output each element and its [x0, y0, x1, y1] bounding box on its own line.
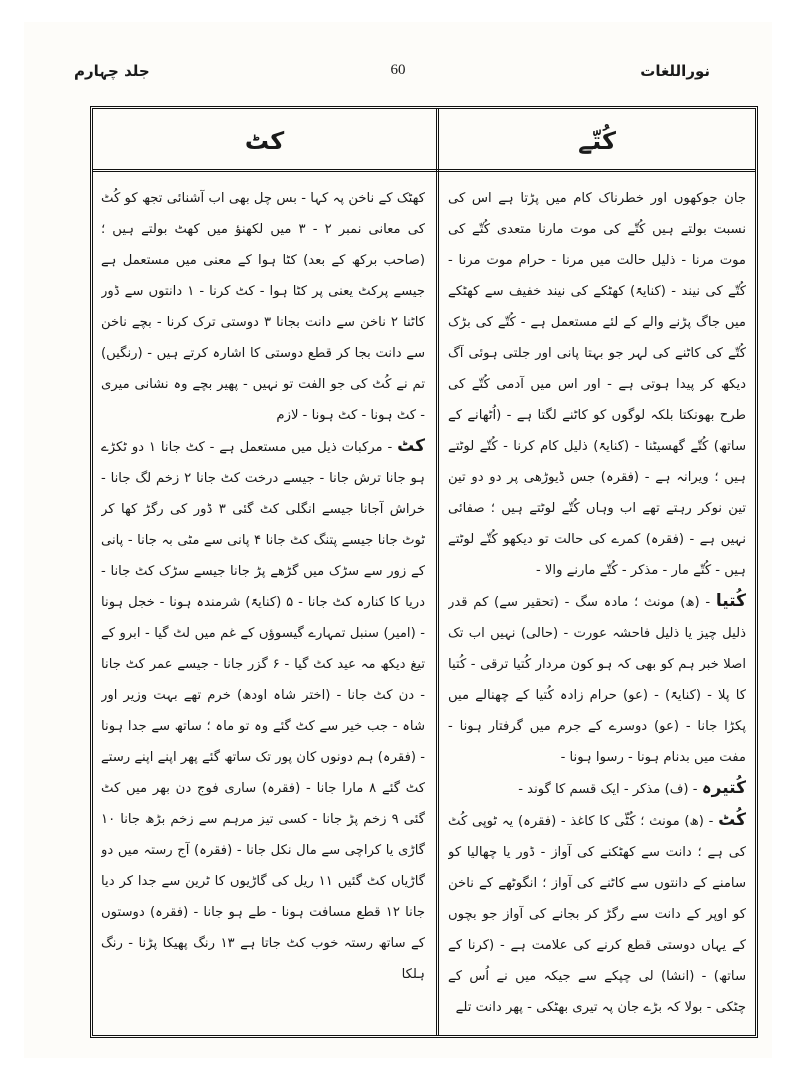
book-title: نوراللغات [640, 62, 710, 80]
entry-headword: کُتیا [715, 591, 746, 611]
dictionary-page [24, 22, 772, 1058]
right-column-heading: کُتّے [578, 127, 616, 155]
dictionary-entry [448, 805, 746, 1023]
entry-definition: - (ھ) مونث ؛ کُٹّی کا کاغذ - (فقرہ) یہ ٹوپی کُٹ کی ہے ؛ دانت سے کھٹکنے کی آواز - ڈور یا چھالیا کو سامنے کے دانتوں سے کاٹنے کی آواز ؛ انگوٹھے کے ناخن کو اوپر کے دانت سے رگڑ کر بجانے کی آواز جو بچوں کے یہاں دوستی قطع کرنے کی علامت ہے - (کرنا کے ساتھ) - (انشا) لی چپکے سے جیکہ میں نے اُس کے چٹکی - بولا کہ بڑے جان پہ تیری بھٹکی - پھر دانت تلے [448, 814, 746, 1015]
entry-continuation: جان جوکھوں اور خطرناک کام میں پڑتا ہے اس کی نسبت بولتے ہیں کُتّے کی موت مارنا متعدی کُتّے کی موت مرنا - ذلیل حالت میں مرنا - حرام موت مرنا - کُتّے کی نیند - (کنایۃً) کھٹکے کی نیند خفیف سے کھٹکے میں جاگ پڑنے والے کے لئے مستعمل ہے - کُتّے کی بڑک کُتّے کی کاٹنے کی لہر جو بہتا پانی اور جلتی ہوئی آگ دیکھ کر پیدا ہوتی ہے - اور اس میں آدمی کُتّے کی طرح بھونکتا بلکہ لوگوں کو کاٹنے لگتا ہے - (اُٹھانے کے ساتھ) کُتّے گھسیٹنا - (کنایۃً) ذلیل کام کرنا - کُتّے لوٹتے ہیں ؛ ویرانہ ہے - (فقرہ) جس ڈیوڑھی پر دو دو تین تین نوکر رہتے تھے اب وہاں کُتّے لوٹتے ہیں ؛ صفائی نہیں ہے - (فقرہ) کمرے کی حالت تو دیکھو کُتّے لوٹتے ہیں - کُتّے مار - مذکر - کُتّے مارنے والا - [448, 191, 746, 578]
entry-headword: کٹ [397, 436, 425, 456]
heading-rule [93, 169, 755, 172]
dictionary-entry [448, 773, 746, 805]
entry-definition: - (ھ) مونث ؛ مادہ سگ - (تحقیر سے) کم قدر ذلیل چیز یا ذلیل فاحشہ عورت - (حالی) نہیں اب تک اصلا خبر ہم کو بھی کہ ہو کون مردار کُتیا ترقی - کُتیا کا پلا - (کنایۃً) - (عو) حرام زادہ کُتیا کے چھنالے میں پکڑا جانا - (عو) دوسرے کے جرم میں گرفتار ہونا - مفت میں بدنام ہونا - رسوا ہونا - [448, 595, 746, 765]
running-head [24, 62, 772, 90]
entry-definition: - (ف) مذکر - ایک قسم کا گوند - [518, 782, 698, 797]
volume-label: جلد چہارم [74, 62, 150, 80]
left-column [101, 183, 425, 1029]
entry-headword: کُٹ [718, 810, 746, 830]
entry-headword: کُتیرہ [701, 778, 746, 798]
dictionary-entry [448, 586, 746, 773]
entry-continuation: کھٹک کے ناخن پہ کہا - بس چل بھی اب آشنائی تجھ کو کُٹ کی معانی نمبر ۲ - ۳ میں لکھنؤ میں کھٹ بولتے ہیں ؛ (صاحب برکھ کے بعد) کٹا ہوا کے معنی میں مستعمل ہے جیسے پرکٹ یعنی پر کٹا ہوا - کٹ کرنا - ۱ دانتوں سے ڈور کاٹنا ۲ ناخن سے دانت بجانا ۳ دوستی ترک کرنا - بچے ناخن سے دانت بجا کر قطع دوستی کا اشارہ کرتے ہیں - (رنگیں) تم نے کُٹ کی جو الفت تو نہیں - پھیر بچے وہ نشانی میری - کٹ ہونا - کٹ ہونا - لازم [101, 191, 425, 423]
column-divider [436, 109, 439, 1035]
page-frame [90, 106, 758, 1038]
dictionary-entry [101, 431, 425, 990]
left-column-heading: کٹ [244, 127, 285, 155]
entry-definition: - مرکبات ذیل میں مستعمل ہے - کٹ جانا ۱ دو ٹکڑے ہو جانا ترش جانا - جیسے درخت کٹ جانا ۲ زخم لگ جانا - خراش آجانا جیسے انگلی کٹ گئی ۳ ڈور کی رگڑ کھا کر ٹوٹ جانا جیسے پتنگ کٹ جانا ۴ پانی سے مٹی بہ جانا - پانی کے زور سے سڑک میں گڑھے پڑ جانا جیسے سڑک کٹ جانا - دریا کا کنارہ کٹ جانا - ۵ (کنایۃً) شرمندہ ہونا - خجل ہونا - (امیر) سنبل تمہارے گیسوؤں کے غم میں لٹ گیا - ابرو کے تیغ دیکھ مہ عید کٹ گیا - ۶ گزر جانا - جیسے عمر کٹ جانا - دن کٹ جانا - (اختر شاہ اودھ) خرم تھے بہت وزیر اور شاہ - جب خیر سے کٹ گئے وہ تو ماہ ؛ ساتھ سے جدا ہونا - (فقرہ) ہم دونوں کان پور تک ساتھ گئے پھر اپنے اپنے رستے کٹ گئے ۸ مارا جانا - (فقرہ) ساری فوج دن بھر میں کٹ گئی ۹ زخم پڑ جانا - کسی تیز مرہم سے زخم بڑھ جانا ۱۰ گاڑی یا کراچی سے مال نکل جانا - (فقرہ) آج رستہ میں دو گاڑیاں کٹ گئیں ۱۱ ریل کی گاڑیوں کا ٹرین سے جدا کر دیا جانا ۱۲ قطع مسافت ہونا - طے ہو جانا - (فقرہ) دوستوں کے ساتھ رستہ خوب کٹ جاتا ہے ۱۳ رنگ پھیکا پڑنا - رنگ ہلکا [101, 440, 425, 982]
page-number: 60 [390, 62, 406, 78]
right-column [448, 183, 746, 1029]
